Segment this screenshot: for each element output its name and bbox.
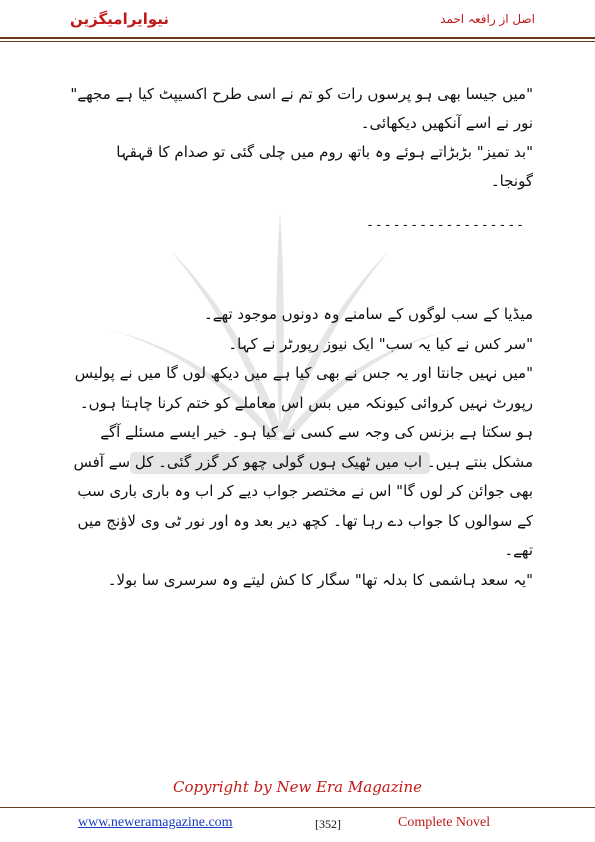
body-section-1 bbox=[70, 80, 533, 196]
paragraph: "بد تمیز" بڑبڑاتے ہوئے وہ باتھ روم میں چلی گئی تو صدام کا قہقہا گونجا۔ bbox=[116, 143, 533, 190]
paragraph: "میں جیسا بھی ہو پرسوں رات کو تم نے اسی طرح اکسیپٹ کیا ہے مجھے" نور نے اسے آنکھیں دیکھائی۔ bbox=[70, 85, 533, 132]
scene-separator: ------------------ bbox=[366, 218, 525, 233]
page-header bbox=[40, 10, 555, 36]
website-link[interactable]: www.neweramagazine.com bbox=[78, 815, 233, 830]
paragraph: "یہ سعد ہاشمی کا بدلہ تھا" سگار کا کش لیتے وہ سرسری سا بولا۔ bbox=[107, 570, 533, 589]
paragraph: میڈیا کے سب لوگوں کے سامنے وہ دونوں موجود تھے۔ bbox=[203, 305, 533, 323]
header-rule bbox=[0, 37, 595, 39]
story-title: اصل از رافعہ احمد bbox=[440, 12, 535, 26]
body-section-2 bbox=[70, 300, 533, 595]
magazine-name: نیوایرامیگزین bbox=[70, 10, 170, 28]
header-rule-thin bbox=[0, 41, 595, 42]
paragraph: "سر کس نے کیا یہ سب" ایک نیوز رپورٹر نے کہا۔ bbox=[228, 334, 533, 353]
footer-label: Complete Novel bbox=[398, 815, 491, 830]
footer-rule bbox=[0, 807, 595, 808]
paragraph: "میں نہیں جانتا اور یہ جس نے بھی کیا ہے میں دیکھ لوں گا میں نے پولیس رپورٹ نہیں کروائی کیونکہ میں بس اس معاملے کو ختم کرنا چاہتا ہوں۔ ہو سکتا ہے بزنس کی وجہ سے کسی نے کیا ہو۔ خیر ایسے مسئلے آگے مشکل بنتے ہیں۔ اب میں ٹھیک ہوں گولی چھو کر گزر گئی۔ کل سے آفس بھی جوائن کر لوں گا" اس نے مختصر جواب دیے کر اب وہ باری باری سب کے سوالوں کا جواب دے رہا تھا۔ کچھ دیر بعد وہ اور نور ٹی وی لاؤنج میں تھے۔ bbox=[73, 364, 533, 559]
page-footer bbox=[0, 815, 595, 835]
page-number: [352] bbox=[315, 817, 341, 831]
copyright-notice: Copyright by New Era Magazine bbox=[173, 778, 422, 796]
